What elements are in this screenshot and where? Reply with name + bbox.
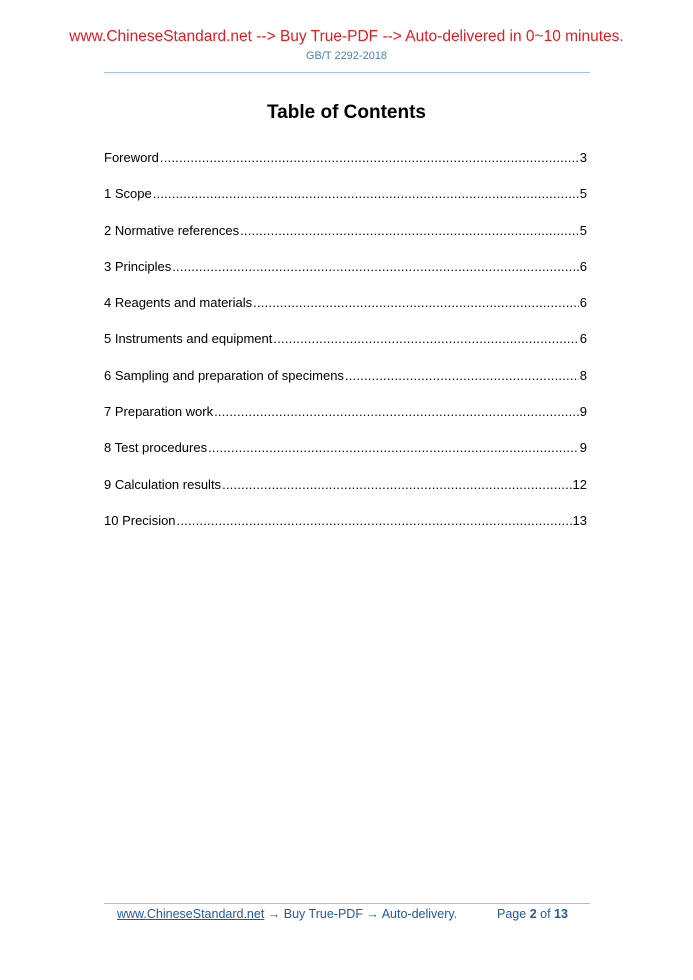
toc-entry-label: 8 Test procedures [104, 440, 208, 456]
toc-leader-dots [172, 259, 579, 275]
toc-leader-dots [253, 295, 579, 311]
toc-leader-dots [345, 368, 579, 384]
toc-entry-label: 9 Calculation results [104, 476, 222, 492]
toc-entry-page: 6 [579, 258, 587, 274]
toc-entry-page: 8 [579, 367, 587, 383]
toc-list [104, 150, 587, 549]
toc-entry-label: 2 Normative references [104, 222, 240, 238]
footer-links [117, 907, 457, 921]
toc-entry-scope[interactable] [104, 186, 587, 222]
toc-entry-test-procedures[interactable] [104, 440, 587, 476]
page-label: Page [497, 907, 527, 921]
toc-entry-calculation-results[interactable] [104, 477, 587, 513]
toc-entry-page: 6 [579, 331, 587, 347]
toc-entry-label: Foreword [104, 150, 159, 165]
toc-entry-instruments-and-equipment[interactable] [104, 331, 587, 367]
toc-entry-label: 5 Instruments and equipment [104, 331, 273, 347]
toc-entry-page: 5 [579, 222, 587, 238]
footer-arrow-icon: → [264, 907, 284, 921]
toc-entry-label: 3 Principles [104, 258, 172, 274]
toc-leader-dots [153, 186, 579, 202]
toc-entry-page: 5 [579, 186, 587, 202]
toc-entry-reagents-and-materials[interactable] [104, 295, 587, 331]
toc-entry-normative-references[interactable] [104, 223, 587, 259]
footer-site-link[interactable]: www.ChineseStandard.net [117, 907, 265, 921]
header-banner[interactable]: www.ChineseStandard.net --> Buy True-PDF --> Auto-delivered in 0~10 minutes. [69, 28, 624, 45]
page-total: 13 [554, 907, 568, 921]
toc-entry-page: 3 [579, 150, 587, 165]
footer-delivery-text: Auto-delivery. [381, 907, 458, 921]
toc-entry-foreword[interactable] [104, 150, 587, 186]
toc-entry-precision[interactable] [104, 513, 587, 549]
toc-entry-sampling-and-preparation[interactable] [104, 368, 587, 404]
toc-leader-dots [208, 440, 579, 456]
footer-buy-text: Buy True-PDF [283, 907, 363, 921]
toc-leader-dots [160, 150, 579, 166]
header-divider [104, 72, 590, 73]
toc-entry-label: 1 Scope [104, 186, 152, 202]
toc-entry-page: 6 [579, 295, 587, 311]
toc-leader-dots [222, 477, 571, 493]
footer-arrow-icon: → [362, 907, 382, 921]
page-current: 2 [529, 907, 537, 921]
toc-entry-principles[interactable] [104, 259, 587, 295]
toc-title: Table of Contents [266, 102, 427, 123]
toc-leader-dots [177, 513, 572, 529]
document-code: GB/T 2292-2018 [305, 50, 388, 62]
toc-entry-label: 7 Preparation work [104, 404, 214, 420]
toc-leader-dots [214, 404, 579, 420]
page-indicator [497, 907, 568, 921]
page-of-label: of [540, 907, 551, 921]
toc-entry-page: 13 [572, 512, 587, 528]
toc-leader-dots [273, 331, 578, 347]
toc-entry-label: 4 Reagents and materials [104, 295, 253, 311]
toc-entry-label: 10 Precision [104, 512, 176, 528]
toc-entry-page: 9 [579, 440, 587, 456]
toc-entry-preparation-work[interactable] [104, 404, 587, 440]
toc-entry-label: 6 Sampling and preparation of specimens [104, 367, 344, 383]
toc-leader-dots [240, 223, 579, 239]
toc-entry-page: 12 [572, 476, 587, 492]
toc-entry-page: 9 [579, 404, 587, 420]
footer-divider [104, 903, 590, 904]
